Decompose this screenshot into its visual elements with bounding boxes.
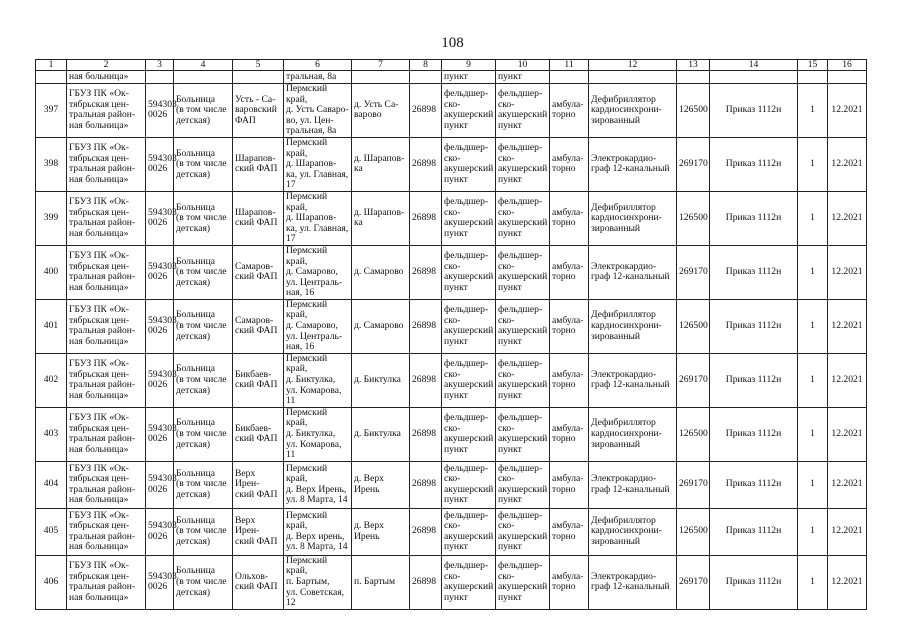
cell-delivery-date: 12.2021 — [828, 555, 867, 609]
cell-equipment-name: Электрокардио- граф 12-канальный — [589, 245, 677, 299]
cell-unit-type: фельдшер- ско- акушерский пункт — [442, 407, 496, 461]
cell-care-form: амбула- торно — [550, 555, 589, 609]
cell-row-number: 404 — [36, 461, 67, 508]
cell-organization: ГБУЗ ПК «Ок- тябрьская цен- тральная район- ная больница» — [67, 245, 146, 299]
cell-facility-name: Самаров- ский ФАП — [233, 299, 284, 353]
cell-address: 6 — [284, 60, 352, 71]
table-row — [36, 508, 867, 555]
cell-oktmo-code: 26898 — [410, 555, 442, 609]
cell-facility-name: Бикбаев- ский ФАП — [233, 353, 284, 407]
cell-delivery-date: 12.2021 — [828, 407, 867, 461]
cell-locality: д. Биктулка — [352, 353, 410, 407]
cell-unit-profile: 10 — [496, 60, 550, 71]
cell-organization: ГБУЗ ПК «Ок- тябрьская цен- тральная район- ная больница» — [67, 353, 146, 407]
cell-regulation: Приказ 1112н — [710, 407, 798, 461]
cell-unit-type: фельдшер- ско- акушерский пункт — [442, 191, 496, 245]
cell-code: 594303 0026 — [146, 245, 174, 299]
cell-row-number: 397 — [36, 84, 67, 138]
cell-price: 269170 — [677, 461, 710, 508]
cell-address: Пермский край, д. Самарово, ул. Централь- ная, 16 — [284, 245, 352, 299]
cell-institution-type — [174, 71, 233, 84]
cell-institution-type: Больница (в том числе детская) — [174, 407, 233, 461]
cell-equipment-name: Электрокардио- граф 12-канальный — [589, 137, 677, 191]
cell-price: 126500 — [677, 191, 710, 245]
cell-price: 269170 — [677, 353, 710, 407]
cell-unit-type: фельдшер- ско- акушерский пункт — [442, 508, 496, 555]
cell-delivery-date: 12.2021 — [828, 245, 867, 299]
cell-code: 594303 0026 — [146, 84, 174, 138]
cell-row-number: 405 — [36, 508, 67, 555]
cell-locality: д. Шарапов- ка — [352, 137, 410, 191]
cell-facility-name: Верх Ирен- ский ФАП — [233, 508, 284, 555]
cell-equipment-name: Электрокардио- граф 12-канальный — [589, 461, 677, 508]
cell-unit-type: фельдшер- ско- акушерский пункт — [442, 353, 496, 407]
cell-row-number: 401 — [36, 299, 67, 353]
cell-institution-type: Больница (в том числе детская) — [174, 245, 233, 299]
cell-locality: д. Самарово — [352, 245, 410, 299]
cell-price — [677, 71, 710, 84]
cell-organization: ГБУЗ ПК «Ок- тябрьская цен- тральная район- ная больница» — [67, 299, 146, 353]
cell-facility-name: Усть - Са- варовский ФАП — [233, 84, 284, 138]
cell-address: Пермский край, д. Биктулка, ул. Комарова, 11 — [284, 407, 352, 461]
cell-quantity: 1 — [798, 407, 828, 461]
cell-institution-type: Больница (в том числе детская) — [174, 299, 233, 353]
cell-organization: ГБУЗ ПК «Ок- тябрьская цен- тральная район- ная больница» — [67, 461, 146, 508]
cell-oktmo-code: 8 — [410, 60, 442, 71]
page-number: 108 — [441, 35, 464, 51]
cell-organization: ГБУЗ ПК «Ок- тябрьская цен- тральная район- ная больница» — [67, 407, 146, 461]
cell-organization: ная больница» — [67, 71, 146, 84]
cell-delivery-date: 12.2021 — [828, 353, 867, 407]
cell-row-number: 1 — [36, 60, 67, 71]
cell-locality — [352, 71, 410, 84]
cell-unit-profile: пункт — [496, 71, 550, 84]
cell-oktmo-code: 26898 — [410, 245, 442, 299]
cell-unit-type: 9 — [442, 60, 496, 71]
table-row — [36, 461, 867, 508]
cell-care-form: амбула- торно — [550, 191, 589, 245]
cell-oktmo-code: 26898 — [410, 191, 442, 245]
cell-equipment-name: Электрокардио- граф 12-канальный — [589, 555, 677, 609]
cell-address: Пермский край, д. Шарапов- ка, ул. Главная, 17 — [284, 191, 352, 245]
cell-organization: ГБУЗ ПК «Ок- тябрьская цен- тральная район- ная больница» — [67, 84, 146, 138]
cell-care-form: амбула- торно — [550, 407, 589, 461]
cell-institution-type: Больница (в том числе детская) — [174, 84, 233, 138]
cell-equipment-name: Дефибриллятор кардиосинхрони- зированный — [589, 84, 677, 138]
cell-code: 594303 0026 — [146, 191, 174, 245]
cell-locality: д. Биктулка — [352, 407, 410, 461]
cell-address: Пермский край, п. Бартым, ул. Советская, 12 — [284, 555, 352, 609]
cell-delivery-date: 16 — [828, 60, 867, 71]
cell-organization: 2 — [67, 60, 146, 71]
cell-address: Пермский край, д. Усть Саваро- во, ул. Цен- тральная, 8а — [284, 84, 352, 138]
cell-unit-type: фельдшер- ско- акушерский пункт — [442, 299, 496, 353]
table-row — [36, 84, 867, 138]
cell-regulation — [710, 71, 798, 84]
cell-care-form: 11 — [550, 60, 589, 71]
cell-institution-type: Больница (в том числе детская) — [174, 353, 233, 407]
cell-row-number: 406 — [36, 555, 67, 609]
cell-oktmo-code: 26898 — [410, 508, 442, 555]
table-row — [36, 191, 867, 245]
cell-regulation: Приказ 1112н — [710, 461, 798, 508]
cell-equipment-name: Дефибриллятор кардиосинхрони- зированный — [589, 508, 677, 555]
cell-facility-name — [233, 71, 284, 84]
cell-price: 126500 — [677, 299, 710, 353]
cell-quantity: 1 — [798, 84, 828, 138]
cell-facility-name: Верх Ирен- ский ФАП — [233, 461, 284, 508]
table-row — [36, 245, 867, 299]
cell-oktmo-code: 26898 — [410, 84, 442, 138]
cell-code: 594303 0026 — [146, 555, 174, 609]
cell-equipment-name: Дефибриллятор кардиосинхрони- зированный — [589, 299, 677, 353]
cell-regulation: Приказ 1112н — [710, 555, 798, 609]
cell-locality: д. Самарово — [352, 299, 410, 353]
cell-organization: ГБУЗ ПК «Ок- тябрьская цен- тральная район- ная больница» — [67, 508, 146, 555]
cell-unit-profile: фельдшер- ско- акушерский пункт — [496, 137, 550, 191]
cell-oktmo-code: 26898 — [410, 299, 442, 353]
cell-regulation: Приказ 1112н — [710, 191, 798, 245]
cell-quantity: 1 — [798, 245, 828, 299]
cell-price: 269170 — [677, 137, 710, 191]
cell-regulation: Приказ 1112н — [710, 245, 798, 299]
cell-delivery-date: 12.2021 — [828, 508, 867, 555]
cell-locality: 7 — [352, 60, 410, 71]
table-row — [36, 407, 867, 461]
cell-price: 269170 — [677, 555, 710, 609]
cell-equipment-name — [589, 71, 677, 84]
cell-regulation: Приказ 1112н — [710, 353, 798, 407]
cell-price: 126500 — [677, 508, 710, 555]
cell-unit-profile: фельдшер- ско- акушерский пункт — [496, 191, 550, 245]
cell-code: 594303 0026 — [146, 508, 174, 555]
cell-institution-type: Больница (в том числе детская) — [174, 555, 233, 609]
cell-code — [146, 71, 174, 84]
cell-unit-profile: фельдшер- ско- акушерский пункт — [496, 353, 550, 407]
cell-unit-type: пункт — [442, 71, 496, 84]
cell-care-form: амбула- торно — [550, 84, 589, 138]
cell-oktmo-code: 26898 — [410, 461, 442, 508]
cell-price: 13 — [677, 60, 710, 71]
cell-row-number: 402 — [36, 353, 67, 407]
cell-facility-name: 5 — [233, 60, 284, 71]
cell-facility-name: Шарапов- ский ФАП — [233, 137, 284, 191]
cell-quantity: 1 — [798, 137, 828, 191]
cell-institution-type: 4 — [174, 60, 233, 71]
cell-delivery-date: 12.2021 — [828, 137, 867, 191]
cell-code: 3 — [146, 60, 174, 71]
cell-quantity: 1 — [798, 508, 828, 555]
table-continuation-row — [36, 71, 867, 84]
cell-delivery-date: 12.2021 — [828, 84, 867, 138]
cell-row-number: 398 — [36, 137, 67, 191]
cell-regulation: Приказ 1112н — [710, 137, 798, 191]
cell-row-number: 399 — [36, 191, 67, 245]
cell-unit-profile: фельдшер- ско- акушерский пункт — [496, 407, 550, 461]
cell-quantity — [798, 71, 828, 84]
cell-quantity: 1 — [798, 299, 828, 353]
cell-care-form — [550, 71, 589, 84]
cell-price: 126500 — [677, 84, 710, 138]
cell-quantity: 1 — [798, 555, 828, 609]
cell-regulation: Приказ 1112н — [710, 84, 798, 138]
cell-facility-name: Ольхов- ский ФАП — [233, 555, 284, 609]
cell-organization: ГБУЗ ПК «Ок- тябрьская цен- тральная район- ная больница» — [67, 191, 146, 245]
cell-price: 269170 — [677, 245, 710, 299]
cell-regulation: Приказ 1112н — [710, 508, 798, 555]
cell-address: тральная, 8а — [284, 71, 352, 84]
cell-address: Пермский край, д. Шарапов- ка, ул. Главная, 17 — [284, 137, 352, 191]
cell-address: Пермский край, д. Самарово, ул. Централь- ная, 16 — [284, 299, 352, 353]
cell-delivery-date: 12.2021 — [828, 461, 867, 508]
cell-quantity: 1 — [798, 353, 828, 407]
cell-institution-type: Больница (в том числе детская) — [174, 191, 233, 245]
cell-delivery-date: 12.2021 — [828, 299, 867, 353]
cell-facility-name: Бикбаев- ский ФАП — [233, 407, 284, 461]
cell-unit-profile: фельдшер- ско- акушерский пункт — [496, 84, 550, 138]
cell-row-number: 400 — [36, 245, 67, 299]
cell-quantity: 15 — [798, 60, 828, 71]
cell-code: 594303 0026 — [146, 461, 174, 508]
cell-quantity: 1 — [798, 461, 828, 508]
cell-unit-type: фельдшер- ско- акушерский пункт — [442, 555, 496, 609]
cell-unit-profile: фельдшер- ско- акушерский пункт — [496, 299, 550, 353]
cell-unit-profile: фельдшер- ско- акушерский пункт — [496, 555, 550, 609]
cell-locality: д. Верх Ирень — [352, 461, 410, 508]
cell-equipment-name: Дефибриллятор кардиосинхрони- зированный — [589, 191, 677, 245]
cell-code: 594303 0026 — [146, 137, 174, 191]
cell-organization: ГБУЗ ПК «Ок- тябрьская цен- тральная район- ная больница» — [67, 555, 146, 609]
cell-unit-profile: фельдшер- ско- акушерский пункт — [496, 461, 550, 508]
cell-care-form: амбула- торно — [550, 245, 589, 299]
cell-equipment-name: 12 — [589, 60, 677, 71]
cell-unit-type: фельдшер- ско- акушерский пункт — [442, 245, 496, 299]
cell-address: Пермский край, д. Верх Ирень, ул. 8 Марта, 14 — [284, 461, 352, 508]
cell-equipment-name: Электрокардио- граф 12-канальный — [589, 353, 677, 407]
cell-care-form: амбула- торно — [550, 299, 589, 353]
cell-unit-profile: фельдшер- ско- акушерский пункт — [496, 508, 550, 555]
cell-locality: д. Верх Ирень — [352, 508, 410, 555]
cell-care-form: амбула- торно — [550, 461, 589, 508]
cell-institution-type: Больница (в том числе детская) — [174, 461, 233, 508]
cell-oktmo-code: 26898 — [410, 353, 442, 407]
cell-unit-profile: фельдшер- ско- акушерский пункт — [496, 245, 550, 299]
table-row — [36, 353, 867, 407]
cell-row-number: 403 — [36, 407, 67, 461]
cell-institution-type: Больница (в том числе детская) — [174, 508, 233, 555]
cell-facility-name: Самаров- ский ФАП — [233, 245, 284, 299]
cell-code: 594303 0026 — [146, 353, 174, 407]
cell-care-form: амбула- торно — [550, 353, 589, 407]
cell-quantity: 1 — [798, 191, 828, 245]
cell-locality: д. Усть Са- варово — [352, 84, 410, 138]
cell-code: 594303 0026 — [146, 299, 174, 353]
cell-delivery-date — [828, 71, 867, 84]
cell-locality: д. Шарапов- ка — [352, 191, 410, 245]
cell-unit-type: фельдшер- ско- акушерский пункт — [442, 137, 496, 191]
cell-locality: п. Бартым — [352, 555, 410, 609]
cell-institution-type: Больница (в том числе детская) — [174, 137, 233, 191]
cell-equipment-name: Дефибриллятор кардиосинхрони- зированный — [589, 407, 677, 461]
cell-address: Пермский край, д. Верх ирень, ул. 8 Марта, 14 — [284, 508, 352, 555]
cell-oktmo-code: 26898 — [410, 407, 442, 461]
cell-address: Пермский край, д. Биктулка, ул. Комарова, 11 — [284, 353, 352, 407]
table-row — [36, 299, 867, 353]
cell-regulation: Приказ 1112н — [710, 299, 798, 353]
cell-oktmo-code — [410, 71, 442, 84]
cell-price: 126500 — [677, 407, 710, 461]
table-row — [36, 555, 867, 609]
table-row — [36, 137, 867, 191]
cell-organization: ГБУЗ ПК «Ок- тябрьская цен- тральная район- ная больница» — [67, 137, 146, 191]
cell-facility-name: Шарапов- ский ФАП — [233, 191, 284, 245]
table-header-row — [36, 60, 867, 71]
cell-code: 594303 0026 — [146, 407, 174, 461]
equipment-table — [35, 59, 867, 610]
cell-care-form: амбула- торно — [550, 137, 589, 191]
cell-care-form: амбула- торно — [550, 508, 589, 555]
cell-unit-type: фельдшер- ско- акушерский пункт — [442, 84, 496, 138]
cell-regulation: 14 — [710, 60, 798, 71]
cell-row-number — [36, 71, 67, 84]
cell-unit-type: фельдшер- ско- акушерский пункт — [442, 461, 496, 508]
cell-oktmo-code: 26898 — [410, 137, 442, 191]
cell-delivery-date: 12.2021 — [828, 191, 867, 245]
